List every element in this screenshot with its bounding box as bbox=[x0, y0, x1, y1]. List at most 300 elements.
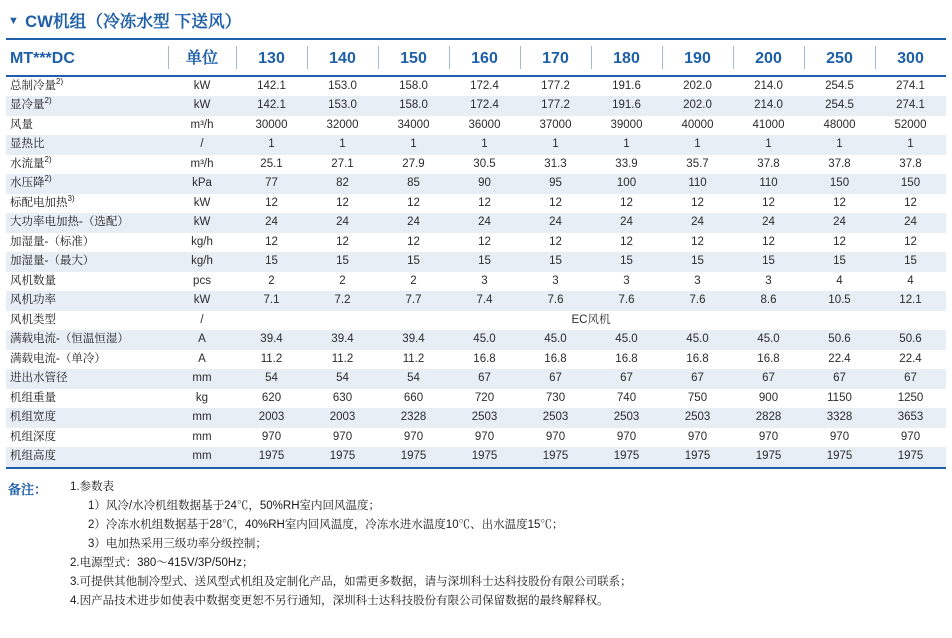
table-row bbox=[6, 408, 946, 428]
row-value: 1975 bbox=[804, 447, 875, 467]
row-value: 1975 bbox=[307, 447, 378, 467]
row-value: 7.6 bbox=[520, 291, 591, 311]
row-value: 12 bbox=[378, 233, 449, 253]
row-value: 970 bbox=[733, 428, 804, 448]
row-unit: pcs bbox=[168, 272, 236, 292]
row-value: 2503 bbox=[520, 408, 591, 428]
row-value: 970 bbox=[449, 428, 520, 448]
row-unit: kg/h bbox=[168, 252, 236, 272]
row-value: 67 bbox=[733, 369, 804, 389]
row-unit: kPa bbox=[168, 174, 236, 194]
table-row bbox=[6, 350, 946, 370]
row-label-text: 满载电流-（恒温恒湿） bbox=[10, 333, 129, 346]
row-value: 630 bbox=[307, 389, 378, 409]
row-value: 3653 bbox=[875, 408, 946, 428]
remark-line: 1.参数表 bbox=[70, 480, 115, 493]
row-value: 82 bbox=[307, 174, 378, 194]
table-row bbox=[6, 272, 946, 292]
row-label-text: 风机数量 bbox=[10, 274, 56, 287]
remarks-label: 备注： bbox=[8, 481, 48, 497]
table-row bbox=[6, 155, 946, 175]
row-value: 730 bbox=[520, 389, 591, 409]
row-value: 970 bbox=[804, 428, 875, 448]
row-value: 1 bbox=[591, 135, 662, 155]
column-header-model-180: 180 bbox=[591, 40, 662, 76]
row-label bbox=[6, 311, 168, 331]
row-value: 40000 bbox=[662, 116, 733, 136]
row-value: 7.6 bbox=[662, 291, 733, 311]
row-value: 142.1 bbox=[236, 96, 307, 116]
row-value: 1 bbox=[875, 135, 946, 155]
row-value: 24 bbox=[662, 213, 733, 233]
row-value: 10.5 bbox=[804, 291, 875, 311]
row-unit: kW bbox=[168, 194, 236, 214]
row-value: 191.6 bbox=[591, 76, 662, 96]
row-label bbox=[6, 96, 168, 116]
table-row bbox=[6, 96, 946, 116]
row-unit: m³/h bbox=[168, 116, 236, 136]
row-value: 15 bbox=[804, 252, 875, 272]
remark-line: 3）电加热采用三级功率分级控制； bbox=[88, 537, 267, 550]
row-value: 45.0 bbox=[591, 330, 662, 350]
row-label-text: 风机功率 bbox=[10, 294, 56, 307]
row-unit: kg/h bbox=[168, 233, 236, 253]
row-label-text: 满载电流-（单冷） bbox=[10, 352, 106, 365]
row-value: 2 bbox=[378, 272, 449, 292]
row-label bbox=[6, 76, 168, 96]
row-value: 15 bbox=[875, 252, 946, 272]
row-value: 1975 bbox=[520, 447, 591, 467]
row-value: 900 bbox=[733, 389, 804, 409]
row-value: 100 bbox=[591, 174, 662, 194]
row-value: 50.6 bbox=[804, 330, 875, 350]
remark-line: 2.电源型式：380～415V/3P/50Hz； bbox=[70, 556, 254, 569]
row-value: 7.7 bbox=[378, 291, 449, 311]
row-value: 24 bbox=[449, 213, 520, 233]
row-label bbox=[6, 389, 168, 409]
row-label bbox=[6, 291, 168, 311]
row-value: 202.0 bbox=[662, 96, 733, 116]
row-value: 15 bbox=[591, 252, 662, 272]
row-value: 202.0 bbox=[662, 76, 733, 96]
row-label-text: 显热比 bbox=[10, 138, 45, 151]
row-label-text: 机组高度 bbox=[10, 450, 56, 463]
row-value: 95 bbox=[520, 174, 591, 194]
row-value: 2003 bbox=[307, 408, 378, 428]
row-value: 3 bbox=[591, 272, 662, 292]
row-value: 32000 bbox=[307, 116, 378, 136]
row-value: 24 bbox=[804, 213, 875, 233]
row-label bbox=[6, 155, 168, 175]
row-value: 37000 bbox=[520, 116, 591, 136]
row-value: 24 bbox=[307, 213, 378, 233]
row-value: 24 bbox=[236, 213, 307, 233]
table-row bbox=[6, 291, 946, 311]
row-value: 37.8 bbox=[875, 155, 946, 175]
row-value: 15 bbox=[733, 252, 804, 272]
row-value: 970 bbox=[591, 428, 662, 448]
triangle-marker-icon: ▼ bbox=[8, 14, 20, 27]
row-label bbox=[6, 135, 168, 155]
table-row bbox=[6, 369, 946, 389]
row-value: 7.1 bbox=[236, 291, 307, 311]
row-value: 3 bbox=[662, 272, 733, 292]
row-value: 90 bbox=[449, 174, 520, 194]
row-value: 4 bbox=[875, 272, 946, 292]
column-header-model-160: 160 bbox=[449, 40, 520, 76]
table-row bbox=[6, 330, 946, 350]
row-value: 24 bbox=[591, 213, 662, 233]
row-value: 274.1 bbox=[875, 96, 946, 116]
row-value: 30000 bbox=[236, 116, 307, 136]
row-value: 1975 bbox=[875, 447, 946, 467]
row-value: 24 bbox=[733, 213, 804, 233]
row-value: 1 bbox=[520, 135, 591, 155]
row-value: 50.6 bbox=[875, 330, 946, 350]
row-value: 16.8 bbox=[591, 350, 662, 370]
row-label bbox=[6, 369, 168, 389]
row-value: 153.0 bbox=[307, 96, 378, 116]
row-label-text: 总制冷量 bbox=[10, 80, 56, 92]
row-label bbox=[6, 272, 168, 292]
row-value: 12.1 bbox=[875, 291, 946, 311]
row-value: 85 bbox=[378, 174, 449, 194]
row-unit: kW bbox=[168, 76, 236, 96]
row-label bbox=[6, 233, 168, 253]
row-value: 24 bbox=[378, 213, 449, 233]
row-label-text: 进出水管径 bbox=[10, 372, 68, 385]
row-value: 158.0 bbox=[378, 76, 449, 96]
row-value: 45.0 bbox=[733, 330, 804, 350]
row-value: 48000 bbox=[804, 116, 875, 136]
row-value: 7.2 bbox=[307, 291, 378, 311]
table-row bbox=[6, 389, 946, 409]
row-value: 214.0 bbox=[733, 96, 804, 116]
row-label-text: 风量 bbox=[10, 118, 33, 131]
row-value: 3328 bbox=[804, 408, 875, 428]
remark-line: 3.可提供其他制冷型式、送风型式机组及定制化产品，如需更多数据，请与深圳科士达科技股份有限公司联系； bbox=[70, 575, 632, 588]
row-value: 1250 bbox=[875, 389, 946, 409]
table-row bbox=[6, 428, 946, 448]
table-row bbox=[6, 233, 946, 253]
row-value: 720 bbox=[449, 389, 520, 409]
column-header-model-200: 200 bbox=[733, 40, 804, 76]
row-value: 1975 bbox=[662, 447, 733, 467]
row-value: 15 bbox=[662, 252, 733, 272]
row-value: 12 bbox=[733, 194, 804, 214]
specification-table bbox=[6, 40, 946, 467]
row-value: 1 bbox=[236, 135, 307, 155]
row-value: 24 bbox=[875, 213, 946, 233]
row-value: 67 bbox=[449, 369, 520, 389]
row-value: 1975 bbox=[733, 447, 804, 467]
row-value: 970 bbox=[662, 428, 733, 448]
row-value: 16.8 bbox=[733, 350, 804, 370]
row-value: 150 bbox=[804, 174, 875, 194]
row-value: 970 bbox=[520, 428, 591, 448]
row-label bbox=[6, 350, 168, 370]
row-label bbox=[6, 330, 168, 350]
row-value: 54 bbox=[378, 369, 449, 389]
row-value: 12 bbox=[804, 194, 875, 214]
row-value: 45.0 bbox=[520, 330, 591, 350]
row-value: 15 bbox=[449, 252, 520, 272]
row-value: 1 bbox=[733, 135, 804, 155]
row-value: 36000 bbox=[449, 116, 520, 136]
row-value: 254.5 bbox=[804, 96, 875, 116]
row-value: 77 bbox=[236, 174, 307, 194]
row-value: 3 bbox=[520, 272, 591, 292]
table-row bbox=[6, 213, 946, 233]
row-value: 11.2 bbox=[307, 350, 378, 370]
row-value: 2503 bbox=[591, 408, 662, 428]
remarks-section bbox=[0, 469, 952, 611]
column-header-unit: 单位 bbox=[168, 40, 236, 76]
row-label-text: 机组重量 bbox=[10, 391, 56, 404]
row-value: 2003 bbox=[236, 408, 307, 428]
row-unit: kg bbox=[168, 389, 236, 409]
row-unit: m³/h bbox=[168, 155, 236, 175]
row-value: 620 bbox=[236, 389, 307, 409]
column-header-model-130: 130 bbox=[236, 40, 307, 76]
row-value: 67 bbox=[662, 369, 733, 389]
row-label-text: 机组深度 bbox=[10, 430, 56, 443]
row-value: 37.8 bbox=[733, 155, 804, 175]
row-value: 2 bbox=[236, 272, 307, 292]
row-label bbox=[6, 194, 168, 214]
row-value: 12 bbox=[520, 233, 591, 253]
row-value: 25.1 bbox=[236, 155, 307, 175]
row-value: 172.4 bbox=[449, 96, 520, 116]
row-value: 1 bbox=[307, 135, 378, 155]
row-value: 12 bbox=[449, 194, 520, 214]
row-value: 1 bbox=[378, 135, 449, 155]
row-value: 12 bbox=[591, 233, 662, 253]
footnote-marker: 3) bbox=[67, 193, 75, 203]
row-value: 39.4 bbox=[307, 330, 378, 350]
row-value: 1 bbox=[662, 135, 733, 155]
row-value: 2 bbox=[307, 272, 378, 292]
row-label bbox=[6, 116, 168, 136]
row-value: 3 bbox=[449, 272, 520, 292]
row-value: 12 bbox=[307, 233, 378, 253]
row-value: 750 bbox=[662, 389, 733, 409]
row-label bbox=[6, 213, 168, 233]
row-value: 1975 bbox=[378, 447, 449, 467]
row-value: 24 bbox=[520, 213, 591, 233]
row-value: 27.9 bbox=[378, 155, 449, 175]
row-value: 12 bbox=[875, 233, 946, 253]
row-unit: kW bbox=[168, 291, 236, 311]
row-value: 22.4 bbox=[875, 350, 946, 370]
row-value: 52000 bbox=[875, 116, 946, 136]
table-row bbox=[6, 174, 946, 194]
row-unit: / bbox=[168, 135, 236, 155]
row-value: 970 bbox=[236, 428, 307, 448]
row-value: 34000 bbox=[378, 116, 449, 136]
table-row bbox=[6, 447, 946, 467]
row-value: 1150 bbox=[804, 389, 875, 409]
row-unit: mm bbox=[168, 447, 236, 467]
row-value: 2828 bbox=[733, 408, 804, 428]
row-value: 1 bbox=[804, 135, 875, 155]
row-value: 15 bbox=[236, 252, 307, 272]
row-value: 153.0 bbox=[307, 76, 378, 96]
row-value: 12 bbox=[449, 233, 520, 253]
column-header-model-190: 190 bbox=[662, 40, 733, 76]
row-value: 2503 bbox=[449, 408, 520, 428]
row-value: 3 bbox=[733, 272, 804, 292]
row-value: 67 bbox=[520, 369, 591, 389]
remark-line: 4.因产品技术进步如使表中数据变更恕不另行通知，深圳科士达科技股份有限公司保留数据的最终解释权。 bbox=[70, 594, 609, 607]
column-header-model-250: 250 bbox=[804, 40, 875, 76]
row-unit: A bbox=[168, 350, 236, 370]
row-value: 39.4 bbox=[378, 330, 449, 350]
row-value: 12 bbox=[804, 233, 875, 253]
row-value: 660 bbox=[378, 389, 449, 409]
row-label bbox=[6, 174, 168, 194]
column-header-model: MT***DC bbox=[6, 40, 168, 76]
row-unit: mm bbox=[168, 369, 236, 389]
table-row bbox=[6, 194, 946, 214]
footnote-marker: 2) bbox=[44, 96, 52, 106]
row-label-text: 显冷量 bbox=[10, 99, 45, 112]
row-value: 67 bbox=[591, 369, 662, 389]
row-value: 33.9 bbox=[591, 155, 662, 175]
row-value: 970 bbox=[378, 428, 449, 448]
row-label-text: 水压降 bbox=[10, 177, 45, 190]
row-value: 2328 bbox=[378, 408, 449, 428]
row-value: 15 bbox=[520, 252, 591, 272]
row-label-text: 风机类型 bbox=[10, 313, 56, 326]
row-label bbox=[6, 447, 168, 467]
row-value: 970 bbox=[875, 428, 946, 448]
row-value: 11.2 bbox=[378, 350, 449, 370]
row-value: 12 bbox=[662, 194, 733, 214]
row-value: 214.0 bbox=[733, 76, 804, 96]
row-value: 1975 bbox=[591, 447, 662, 467]
row-value: 142.1 bbox=[236, 76, 307, 96]
row-value: 110 bbox=[733, 174, 804, 194]
row-unit: kW bbox=[168, 213, 236, 233]
column-header-model-150: 150 bbox=[378, 40, 449, 76]
table-row bbox=[6, 135, 946, 155]
row-value: 150 bbox=[875, 174, 946, 194]
row-label-text: 机组宽度 bbox=[10, 411, 56, 424]
row-label-text: 加湿量-（标准） bbox=[10, 235, 95, 248]
row-value: 12 bbox=[733, 233, 804, 253]
row-value: 11.2 bbox=[236, 350, 307, 370]
row-value: 35.7 bbox=[662, 155, 733, 175]
footnote-marker: 2) bbox=[56, 77, 64, 87]
table-row bbox=[6, 116, 946, 136]
row-value: 27.1 bbox=[307, 155, 378, 175]
row-label-text: 水流量 bbox=[10, 157, 45, 170]
row-value: 740 bbox=[591, 389, 662, 409]
row-value: 12 bbox=[236, 233, 307, 253]
row-unit: mm bbox=[168, 428, 236, 448]
row-value: 7.6 bbox=[591, 291, 662, 311]
table-header bbox=[6, 40, 946, 76]
footnote-marker: 2) bbox=[44, 154, 52, 164]
row-value: 7.4 bbox=[449, 291, 520, 311]
row-value: 67 bbox=[804, 369, 875, 389]
row-value: 45.0 bbox=[662, 330, 733, 350]
row-value: 15 bbox=[378, 252, 449, 272]
row-value: 254.5 bbox=[804, 76, 875, 96]
row-value: 172.4 bbox=[449, 76, 520, 96]
row-value: 22.4 bbox=[804, 350, 875, 370]
row-value: 12 bbox=[875, 194, 946, 214]
row-value: 158.0 bbox=[378, 96, 449, 116]
row-value: 1 bbox=[449, 135, 520, 155]
row-value: 177.2 bbox=[520, 96, 591, 116]
row-value: 110 bbox=[662, 174, 733, 194]
remark-line: 1）风冷/水冷机组数据基于24℃，50%RH室内回风温度； bbox=[88, 499, 381, 512]
row-value: 4 bbox=[804, 272, 875, 292]
row-value: 12 bbox=[307, 194, 378, 214]
row-unit: A bbox=[168, 330, 236, 350]
row-value: 1975 bbox=[449, 447, 520, 467]
row-value: 15 bbox=[307, 252, 378, 272]
row-unit: mm bbox=[168, 408, 236, 428]
column-header-model-300: 300 bbox=[875, 40, 946, 76]
row-value-all-models: EC风机 bbox=[236, 311, 946, 331]
row-value: 8.6 bbox=[733, 291, 804, 311]
row-label bbox=[6, 428, 168, 448]
row-value: 16.8 bbox=[449, 350, 520, 370]
row-value: 30.5 bbox=[449, 155, 520, 175]
row-value: 12 bbox=[236, 194, 307, 214]
table-body bbox=[6, 76, 946, 467]
row-unit: kW bbox=[168, 96, 236, 116]
row-value: 12 bbox=[378, 194, 449, 214]
row-value: 54 bbox=[307, 369, 378, 389]
row-unit: / bbox=[168, 311, 236, 331]
row-value: 12 bbox=[520, 194, 591, 214]
row-label-text: 加湿量-（最大） bbox=[10, 255, 95, 268]
row-label bbox=[6, 252, 168, 272]
remark-line: 2）冷冻水机组数据基于28℃，40%RH室内回风温度，冷冻水进水温度10℃、出水温度15℃； bbox=[88, 518, 564, 531]
row-value: 2503 bbox=[662, 408, 733, 428]
row-value: 1975 bbox=[236, 447, 307, 467]
row-value: 39.4 bbox=[236, 330, 307, 350]
row-value: 54 bbox=[236, 369, 307, 389]
row-value: 12 bbox=[662, 233, 733, 253]
row-label bbox=[6, 408, 168, 428]
page-title: CW机组（冷冻水型 下送风） bbox=[25, 13, 242, 31]
row-value: 12 bbox=[591, 194, 662, 214]
row-value: 191.6 bbox=[591, 96, 662, 116]
row-value: 16.8 bbox=[662, 350, 733, 370]
remarks-body bbox=[70, 478, 944, 611]
row-value: 67 bbox=[875, 369, 946, 389]
section-title-bar bbox=[0, 0, 952, 38]
row-value: 16.8 bbox=[520, 350, 591, 370]
column-header-model-170: 170 bbox=[520, 40, 591, 76]
row-label-text: 标配电加热 bbox=[10, 196, 68, 209]
table-row bbox=[6, 311, 946, 331]
row-value: 37.8 bbox=[804, 155, 875, 175]
row-value: 274.1 bbox=[875, 76, 946, 96]
row-value: 41000 bbox=[733, 116, 804, 136]
table-row bbox=[6, 252, 946, 272]
row-value: 45.0 bbox=[449, 330, 520, 350]
row-label-text: 大功率电加热-（选配） bbox=[10, 216, 129, 229]
table-row bbox=[6, 76, 946, 96]
footnote-marker: 2) bbox=[44, 174, 52, 184]
row-value: 970 bbox=[307, 428, 378, 448]
